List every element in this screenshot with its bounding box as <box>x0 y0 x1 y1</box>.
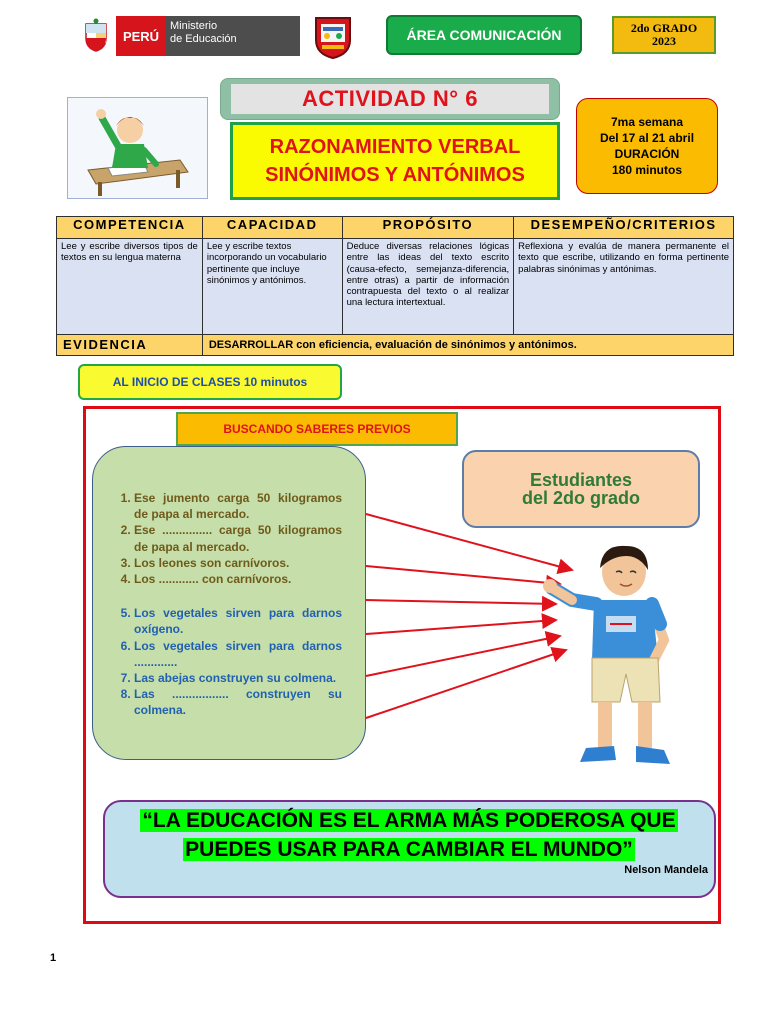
topic-line-1: RAZONAMIENTO VERBAL <box>269 136 521 158</box>
list-item: 8. Las ................. construyen su colmena. <box>134 686 342 718</box>
list-item: 3. Los leones son carnívoros. <box>134 555 342 571</box>
cell-capacidad: Lee y escribe textos incorporando un vocabulario pertinente que incluye sinónimos y antónimos. <box>202 239 342 335</box>
evidence-label: EVIDENCIA <box>57 335 203 356</box>
header-proposito: PROPÓSITO <box>342 217 514 239</box>
arrow <box>366 650 566 718</box>
cell-competencia: Lee y escribe diversos tipos de textos en su lengua materna <box>57 239 203 335</box>
list-item: 6. Los vegetales sirven para darnos ............. <box>134 638 342 670</box>
cell-proposito: Deduce diversas relaciones lógicas entre las ideas del texto escrito (causa-efecto, semejanza-diferencia, entre otras) a partir de información contrapuesta del texto o al realizar una lectura intertextual. <box>342 239 514 335</box>
arrow <box>366 636 560 676</box>
peru-label: PERÚ <box>116 16 166 56</box>
page-number: 1 <box>50 952 57 964</box>
quote-line-2: PUEDES USAR PARA CAMBIAR EL MUNDO” <box>185 838 633 861</box>
evidence-value: DESARROLLAR con eficiencia, evaluación de sinónimos y antónimos. <box>202 335 733 356</box>
arrow <box>366 600 556 604</box>
arrow <box>366 566 560 584</box>
header-capacidad: CAPACIDAD <box>202 217 342 239</box>
activity-title: ACTIVIDAD N° 6 <box>231 84 549 114</box>
topic-line-2: SINÓNIMOS Y ANTÓNIMOS <box>265 164 525 186</box>
date-range: Del 17 al 21 abril <box>599 131 695 145</box>
cell-desempeno: Reflexiona y evalúa de manera permanente el texto que escribe, utilizando en forma pertinente palabras sinónimas y antónimas. <box>514 239 734 335</box>
list-item: 1. Ese jumento carga 50 kilogramos de papa al mercado. <box>134 490 342 522</box>
quote-text <box>125 806 693 864</box>
prior-knowledge-banner: BUSCANDO SABERES PREVIOS <box>176 412 458 446</box>
week-label: 7ma semana <box>610 115 684 129</box>
arrow <box>366 620 556 634</box>
ministry-name: Ministerio de Educación <box>170 20 237 45</box>
class-start-banner: AL INICIO DE CLASES 10 minutos <box>78 364 342 400</box>
duration-label: DURACIÓN <box>614 147 680 161</box>
list-item: 2. Ese ............... carga 50 kilogramos de papa al mercado. <box>134 522 342 554</box>
student-boy-illustration <box>540 540 700 776</box>
grade-badge: 2do GRADO 2023 <box>612 16 716 54</box>
header-desempeno: DESEMPEÑO/CRITERIOS <box>514 217 734 239</box>
list-item: 7. Las abejas construyen su colmena. <box>134 670 342 686</box>
list-item: 5. Los vegetales sirven para darnos oxígeno. <box>134 605 342 637</box>
students-line-1: Estudiantes <box>529 470 633 490</box>
quote-line-1: “LA EDUCACIÓN ES EL ARMA MÁS PODEROSA QUE <box>142 809 676 832</box>
header-competencia: COMPETENCIA <box>57 217 203 239</box>
area-badge: ÁREA COMUNICACIÓN <box>386 15 582 55</box>
duration-value: 180 minutos <box>611 163 683 177</box>
quote-author: Nelson Mandela <box>624 864 708 876</box>
students-line-2: del 2do grado <box>521 488 640 508</box>
list-item: 4. Los ............ con carnívoros. <box>134 571 342 587</box>
